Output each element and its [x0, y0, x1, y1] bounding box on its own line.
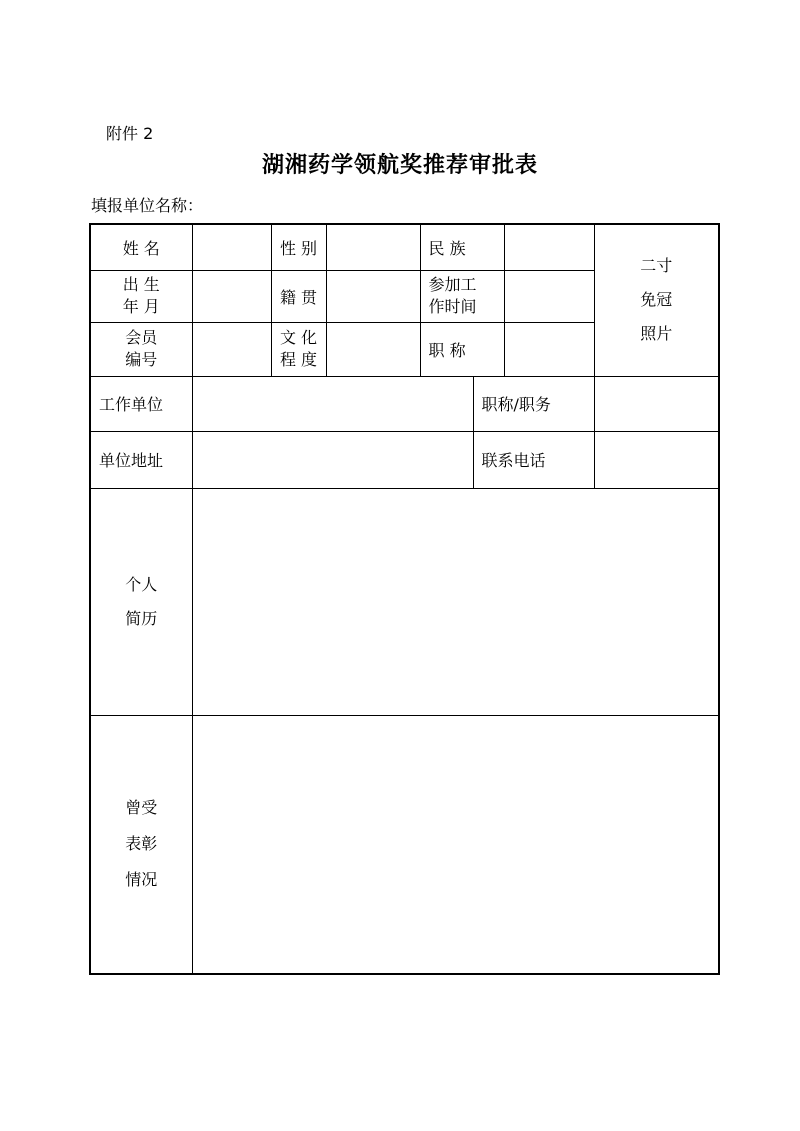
address-label: 单位地址 — [90, 431, 192, 488]
native-place-field[interactable] — [326, 270, 420, 322]
title-position-field[interactable] — [594, 376, 719, 431]
photo-box[interactable] — [594, 224, 719, 376]
birth-label-line-2: 年 月 — [122, 297, 160, 316]
title-position-label: 职称/职务 — [473, 376, 594, 431]
name-label: 姓 名 — [90, 224, 192, 270]
native-place-label: 籍 贯 — [271, 270, 326, 322]
phone-label: 联系电话 — [473, 431, 594, 488]
gender-field[interactable] — [326, 224, 420, 270]
awards-label-line-1: 曾受 — [125, 798, 158, 818]
work-start-field[interactable] — [504, 270, 594, 322]
form-title: 湖湘药学领航奖推荐审批表 — [261, 152, 538, 178]
birth-field[interactable] — [192, 270, 271, 322]
birth-label — [90, 270, 192, 322]
member-no-label — [90, 322, 192, 376]
name-field[interactable] — [192, 224, 271, 270]
resume-label-line-1: 个人 — [125, 574, 158, 594]
member-no-label-line-1: 会员 — [125, 328, 158, 347]
photo-line-3: 照片 — [640, 324, 673, 344]
awards-label — [90, 715, 192, 974]
attachment-label: 附件 2 — [106, 124, 154, 143]
birth-label-line-1: 出 生 — [122, 275, 160, 294]
workplace-label: 工作单位 — [90, 376, 192, 431]
education-field[interactable] — [326, 322, 420, 376]
photo-line-1: 二寸 — [640, 256, 673, 276]
approval-form-table — [89, 223, 720, 975]
work-start-label-line-1: 参加工 — [428, 275, 477, 294]
resume-label — [90, 488, 192, 715]
title-field[interactable] — [504, 322, 594, 376]
workplace-field[interactable] — [192, 376, 473, 431]
photo-line-2: 免冠 — [640, 290, 673, 310]
title-label: 职 称 — [420, 322, 504, 376]
member-no-field[interactable] — [192, 322, 271, 376]
ethnicity-label: 民 族 — [420, 224, 504, 270]
phone-field[interactable] — [594, 431, 719, 488]
resume-label-line-2: 简历 — [125, 608, 158, 628]
awards-label-line-3: 情况 — [125, 870, 158, 890]
ethnicity-field[interactable] — [504, 224, 594, 270]
resume-field[interactable] — [192, 488, 719, 715]
education-label — [271, 322, 326, 376]
awards-label-line-2: 表彰 — [125, 834, 158, 854]
member-no-label-line-2: 编号 — [125, 350, 158, 369]
address-field[interactable] — [192, 431, 473, 488]
awards-field[interactable] — [192, 715, 719, 974]
work-start-label — [420, 270, 504, 322]
gender-label: 性 别 — [271, 224, 326, 270]
work-start-label-line-2: 作时间 — [428, 297, 477, 316]
education-label-line-2: 程 度 — [279, 350, 318, 369]
education-label-line-1: 文 化 — [279, 328, 318, 347]
fill-unit-label: 填报单位名称： — [91, 196, 204, 215]
